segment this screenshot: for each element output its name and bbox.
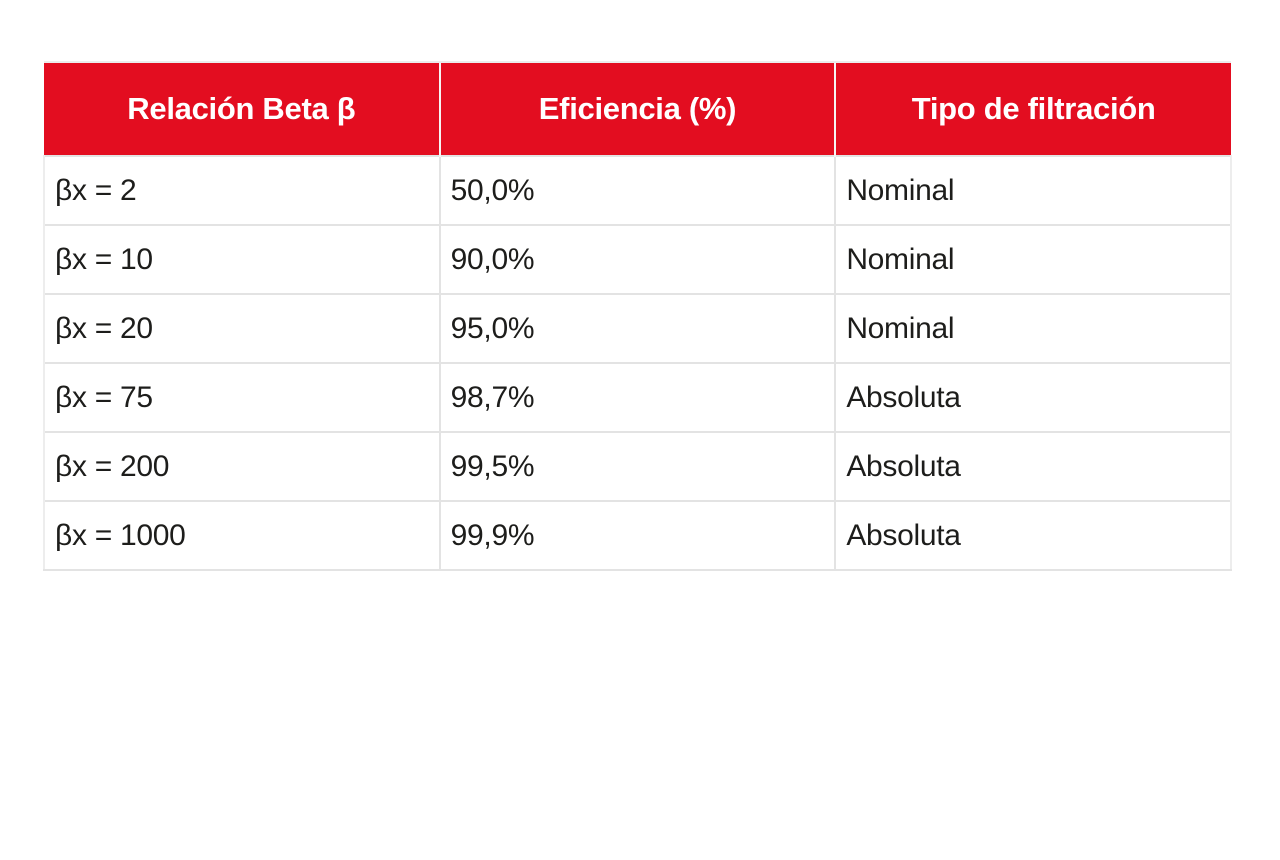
table-row — [44, 501, 1231, 570]
cell-filtration-type: Absoluta — [835, 501, 1231, 570]
beta-ratio-table — [43, 61, 1232, 571]
header-eficiencia: Eficiencia (%) — [440, 62, 836, 156]
table-row — [44, 156, 1231, 225]
table-row — [44, 432, 1231, 501]
table-row — [44, 225, 1231, 294]
cell-beta-ratio: βx = 10 — [44, 225, 440, 294]
cell-beta-ratio: βx = 75 — [44, 363, 440, 432]
header-relacion-beta: Relación Beta β — [44, 62, 440, 156]
cell-filtration-type: Absoluta — [835, 363, 1231, 432]
cell-efficiency: 99,9% — [440, 501, 836, 570]
cell-filtration-type: Absoluta — [835, 432, 1231, 501]
cell-efficiency: 99,5% — [440, 432, 836, 501]
beta-ratio-table-container — [43, 61, 1232, 571]
cell-beta-ratio: βx = 2 — [44, 156, 440, 225]
table-row — [44, 294, 1231, 363]
cell-beta-ratio: βx = 20 — [44, 294, 440, 363]
cell-filtration-type: Nominal — [835, 156, 1231, 225]
table-header-row — [44, 62, 1231, 156]
cell-efficiency: 90,0% — [440, 225, 836, 294]
cell-filtration-type: Nominal — [835, 294, 1231, 363]
cell-beta-ratio: βx = 200 — [44, 432, 440, 501]
header-tipo-filtracion: Tipo de filtración — [835, 62, 1231, 156]
cell-efficiency: 98,7% — [440, 363, 836, 432]
cell-filtration-type: Nominal — [835, 225, 1231, 294]
cell-efficiency: 95,0% — [440, 294, 836, 363]
cell-beta-ratio: βx = 1000 — [44, 501, 440, 570]
table-row — [44, 363, 1231, 432]
cell-efficiency: 50,0% — [440, 156, 836, 225]
